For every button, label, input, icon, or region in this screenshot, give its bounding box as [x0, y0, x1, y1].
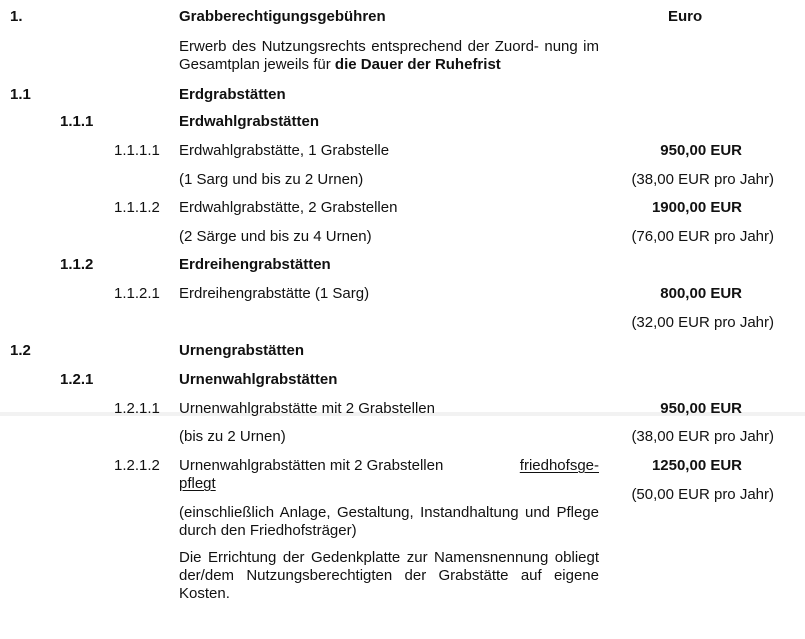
item-remark: Die Errichtung der Gedenkplatte zur Namensnennung obliegt der/dem Nutzungsberechtigten der Grabstätte auf eigene Kosten. — [179, 549, 599, 602]
section-title: Grabberechtigungsgebühren — [179, 8, 386, 25]
item-note: (einschließlich Anlage, Gestaltung, Instandhaltung und Pflege durch den Friedhofsträger) — [179, 504, 599, 539]
item-price: 1250,00 EUR — [651, 457, 742, 474]
section-title: Urnengrabstätten — [179, 342, 305, 359]
subsection-title: Erdreihengrabstätten — [179, 256, 331, 273]
item-note: (bis zu 2 Urnen) — [179, 428, 286, 445]
item-number: 1.1.1.2 — [114, 199, 160, 216]
item-yearly: (50,00 EUR pro Jahr) — [631, 486, 774, 503]
item-price: 950,00 EUR — [660, 142, 742, 159]
subsection-title: Urnenwahlgrabstätten — [179, 371, 338, 388]
subsection-number: 1.1.2 — [60, 256, 94, 273]
item-text: Urnenwahlgrabstätten mit 2 Grabstellen — [179, 457, 444, 474]
section-description — [179, 38, 599, 74]
subsection-number: 1.2.1 — [60, 371, 94, 388]
item-text: Erdreihengrabstätte (1 Sarg) — [179, 285, 370, 302]
section-title: Erdgrabstätten — [179, 86, 286, 103]
item-price: 950,00 EUR — [660, 400, 742, 417]
item-number: 1.1.1.1 — [114, 142, 160, 159]
item-text-line — [179, 457, 599, 475]
item-price: 1900,00 EUR — [651, 199, 742, 216]
item-text: Erdwahlgrabstätte, 2 Grabstellen — [179, 199, 398, 216]
description-text: Erwerb des Nutzungsrechts entsprechend der Zuord- nung im Gesamtplan jeweils für — [179, 38, 599, 73]
subsection-title: Erdwahlgrabstätten — [179, 113, 320, 130]
currency-header: Euro — [668, 8, 703, 25]
subsection-number: 1.1.1 — [60, 113, 94, 130]
section-number: 1. — [10, 8, 23, 25]
item-text: Urnenwahlgrabstätte mit 2 Grabstellen — [179, 400, 435, 417]
underlined-term: friedhofsge- — [519, 457, 599, 474]
item-text: Erdwahlgrabstätte, 1 Grabstelle — [179, 142, 390, 159]
item-note: (2 Särge und bis zu 4 Urnen) — [179, 228, 372, 245]
item-yearly: (76,00 EUR pro Jahr) — [631, 228, 774, 245]
item-number: 1.2.1.2 — [114, 457, 160, 474]
section-number: 1.2 — [10, 342, 31, 359]
item-yearly: (32,00 EUR pro Jahr) — [631, 314, 774, 331]
item-yearly: (38,00 EUR pro Jahr) — [631, 428, 774, 445]
section-number: 1.1 — [10, 86, 31, 103]
item-number: 1.1.2.1 — [114, 285, 160, 302]
item-yearly: (38,00 EUR pro Jahr) — [631, 171, 774, 188]
underlined-term-continued: pflegt — [179, 475, 216, 492]
item-number: 1.2.1.1 — [114, 400, 160, 417]
description-emphasis: die Dauer der Ruhefrist — [334, 56, 501, 73]
item-price: 800,00 EUR — [660, 285, 742, 302]
item-note: (1 Sarg und bis zu 2 Urnen) — [179, 171, 364, 188]
